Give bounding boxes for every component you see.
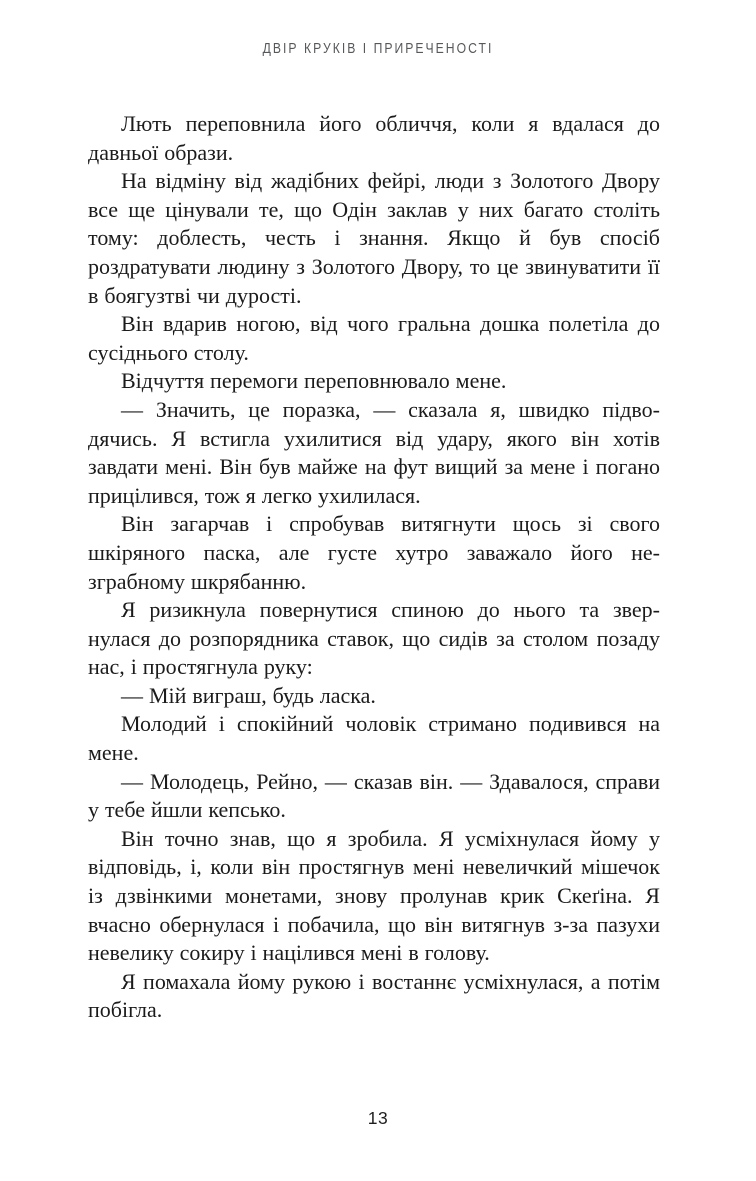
body-paragraph: Він вдарив ногою, від чого гральна дошка полетіла до сусіднього столу.	[88, 311, 660, 365]
body-paragraph: Я помахала йому рукою і востаннє усміхнулася, а потім побігла.	[88, 968, 660, 1023]
body-paragraph: — Молодець, Рейно, — сказав він. — Здавалося, справи у тебе йшли кепсько.	[88, 768, 660, 823]
body-paragraph: Він загарчав і спробував витягнути щось зі свого шкіряного паска, але густе хутро заважало його незграбному шкрябанню.	[88, 511, 660, 594]
page-body	[88, 110, 660, 1025]
body-paragraph: Він точно знав, що я зробила. Я усміхнулася йому у відповідь, і, коли він простягнув мені невеличкий мішечок із дзвінкими монетами, знову пролунав крик Скеґіна. Я вчасно обернулася і побачила, що він витягнув з-за пазухи невелику сокиру і націлився мені в голову.	[88, 825, 660, 966]
body-paragraph: На відміну від жадібних фейрі, люди з Золотого Двору все ще цінували те, що Одін заклав у них багато століть тому: доблесть, честь і знання. Якщо й був спосіб роздратувати людину з Золотого Двору, то це звинуватити її в боягузтві чи дурості.	[88, 168, 660, 308]
body-paragraph: Відчуття перемоги переповнювало мене.	[121, 368, 507, 394]
body-paragraph: Молодий і спокійний чоловік стримано подивився на мене.	[88, 711, 660, 766]
body-paragraph: — Мій виграш, будь ласка.	[121, 682, 376, 708]
body-paragraph: — Значить, це поразка, — сказала я, швидко підводячись. Я встигла ухилитися від удару, якого він хотів завдати мені. Він був майже на фут вищий за мене і погано прицілився, тож я легко ухилилася.	[88, 396, 660, 508]
body-paragraph: Я ризикнула повернутися спиною до нього та звернулася до розпорядника ставок, що сидів за столом позаду нас, і простягнула руку:	[88, 597, 660, 680]
body-paragraph: Лють переповнила його обличчя, коли я вдалася до давньої образи.	[88, 111, 660, 165]
running-header: ДВІР КРУКІВ І ПРИРЕЧЕНОСТІ	[262, 41, 494, 57]
page-number: 13	[367, 1108, 389, 1128]
